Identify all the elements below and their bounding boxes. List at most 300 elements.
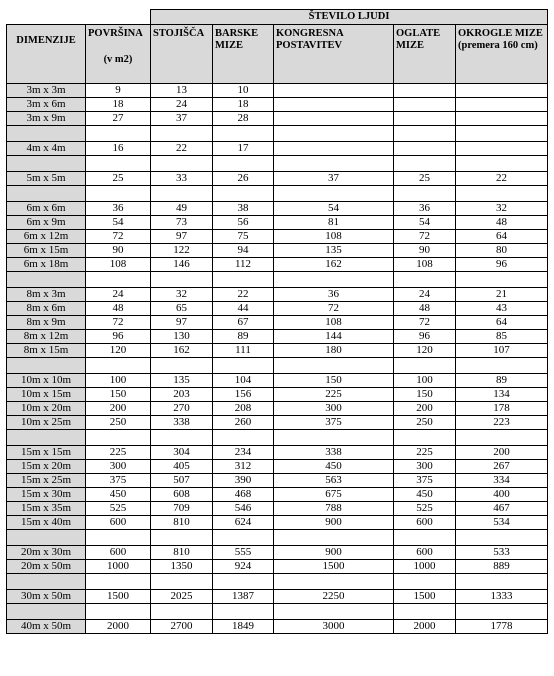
cell-oglate: 24 bbox=[394, 288, 456, 302]
table-row bbox=[7, 98, 548, 112]
cell-barske bbox=[213, 272, 274, 288]
cell-oglate: 25 bbox=[394, 172, 456, 186]
cell-dimenzije: 6m x 6m bbox=[7, 202, 86, 216]
cell-stojisca bbox=[151, 126, 213, 142]
cell-barske: 624 bbox=[213, 516, 274, 530]
cell-kongresna: 563 bbox=[274, 474, 394, 488]
cell-kongresna: 900 bbox=[274, 546, 394, 560]
cell-oglate bbox=[394, 186, 456, 202]
cell-povrsina: 2000 bbox=[86, 620, 151, 634]
cell-oglate: 54 bbox=[394, 216, 456, 230]
cell-dimenzije: 3m x 6m bbox=[7, 98, 86, 112]
cell-okrogle: 467 bbox=[456, 502, 548, 516]
cell-okrogle: 107 bbox=[456, 344, 548, 358]
cell-povrsina: 120 bbox=[86, 344, 151, 358]
cell-barske: 1849 bbox=[213, 620, 274, 634]
cell-dimenzije: 6m x 15m bbox=[7, 244, 86, 258]
cell-dimenzije bbox=[7, 156, 86, 172]
cell-povrsina: 48 bbox=[86, 302, 151, 316]
cell-stojisca: 507 bbox=[151, 474, 213, 488]
cell-okrogle: 64 bbox=[456, 230, 548, 244]
cell-dimenzije: 30m x 50m bbox=[7, 590, 86, 604]
spacer-row bbox=[7, 604, 548, 620]
cell-kongresna bbox=[274, 112, 394, 126]
cell-stojisca: 146 bbox=[151, 258, 213, 272]
cell-dimenzije: 8m x 9m bbox=[7, 316, 86, 330]
cell-oglate bbox=[394, 358, 456, 374]
cell-okrogle: 21 bbox=[456, 288, 548, 302]
cell-barske: 67 bbox=[213, 316, 274, 330]
cell-okrogle: 85 bbox=[456, 330, 548, 344]
cell-okrogle: 267 bbox=[456, 460, 548, 474]
cell-okrogle: 1778 bbox=[456, 620, 548, 634]
cell-kongresna: 180 bbox=[274, 344, 394, 358]
cell-kongresna bbox=[274, 272, 394, 288]
cell-okrogle: 32 bbox=[456, 202, 548, 216]
cell-stojisca: 270 bbox=[151, 402, 213, 416]
table-row bbox=[7, 302, 548, 316]
cell-povrsina: 525 bbox=[86, 502, 151, 516]
spacer-row bbox=[7, 358, 548, 374]
table-row bbox=[7, 288, 548, 302]
cell-povrsina: 1000 bbox=[86, 560, 151, 574]
cell-okrogle: 80 bbox=[456, 244, 548, 258]
cell-oglate: 225 bbox=[394, 446, 456, 460]
cell-povrsina bbox=[86, 358, 151, 374]
cell-okrogle bbox=[456, 112, 548, 126]
cell-oglate: 600 bbox=[394, 546, 456, 560]
cell-oglate: 200 bbox=[394, 402, 456, 416]
cell-oglate bbox=[394, 112, 456, 126]
cell-oglate: 600 bbox=[394, 516, 456, 530]
table-row bbox=[7, 560, 548, 574]
cell-dimenzije: 3m x 9m bbox=[7, 112, 86, 126]
cell-povrsina: 27 bbox=[86, 112, 151, 126]
cell-dimenzije: 10m x 10m bbox=[7, 374, 86, 388]
cell-oglate: 120 bbox=[394, 344, 456, 358]
spacer-row bbox=[7, 126, 548, 142]
cell-stojisca bbox=[151, 186, 213, 202]
table-row bbox=[7, 216, 548, 230]
cell-kongresna: 54 bbox=[274, 202, 394, 216]
cell-dimenzije: 4m x 4m bbox=[7, 142, 86, 156]
cell-barske: 924 bbox=[213, 560, 274, 574]
cell-kongresna: 144 bbox=[274, 330, 394, 344]
spacer-row bbox=[7, 156, 548, 172]
cell-barske: 44 bbox=[213, 302, 274, 316]
cell-oglate bbox=[394, 126, 456, 142]
group-title: ŠTEVILO LJUDI bbox=[151, 10, 548, 25]
cell-povrsina: 300 bbox=[86, 460, 151, 474]
cell-dimenzije: 5m x 5m bbox=[7, 172, 86, 186]
cell-okrogle: 64 bbox=[456, 316, 548, 330]
cell-povrsina bbox=[86, 272, 151, 288]
cell-barske: 156 bbox=[213, 388, 274, 402]
cell-stojisca: 810 bbox=[151, 516, 213, 530]
cell-povrsina: 150 bbox=[86, 388, 151, 402]
cell-stojisca: 13 bbox=[151, 84, 213, 98]
cell-barske: 234 bbox=[213, 446, 274, 460]
cell-kongresna bbox=[274, 358, 394, 374]
cell-oglate: 96 bbox=[394, 330, 456, 344]
cell-barske bbox=[213, 604, 274, 620]
cell-povrsina: 600 bbox=[86, 546, 151, 560]
cell-oglate: 72 bbox=[394, 316, 456, 330]
cell-kongresna: 788 bbox=[274, 502, 394, 516]
cell-barske: 89 bbox=[213, 330, 274, 344]
cell-okrogle: 1333 bbox=[456, 590, 548, 604]
cell-stojisca: 33 bbox=[151, 172, 213, 186]
cell-kongresna: 338 bbox=[274, 446, 394, 460]
cell-dimenzije: 3m x 3m bbox=[7, 84, 86, 98]
cell-oglate bbox=[394, 530, 456, 546]
cell-okrogle: 334 bbox=[456, 474, 548, 488]
cell-okrogle bbox=[456, 84, 548, 98]
cell-kongresna: 675 bbox=[274, 488, 394, 502]
spacer-row bbox=[7, 186, 548, 202]
cell-oglate: 72 bbox=[394, 230, 456, 244]
spacer-row bbox=[7, 430, 548, 446]
cell-dimenzije: 10m x 25m bbox=[7, 416, 86, 430]
cell-kongresna: 2250 bbox=[274, 590, 394, 604]
cell-kongresna bbox=[274, 186, 394, 202]
cell-stojisca: 810 bbox=[151, 546, 213, 560]
cell-kongresna: 162 bbox=[274, 258, 394, 272]
cell-stojisca: 203 bbox=[151, 388, 213, 402]
cell-povrsina bbox=[86, 186, 151, 202]
cell-kongresna: 3000 bbox=[274, 620, 394, 634]
cell-dimenzije bbox=[7, 272, 86, 288]
cell-kongresna: 1500 bbox=[274, 560, 394, 574]
cell-kongresna bbox=[274, 430, 394, 446]
table-row bbox=[7, 142, 548, 156]
table-row bbox=[7, 258, 548, 272]
cell-dimenzije: 20m x 30m bbox=[7, 546, 86, 560]
cell-barske: 390 bbox=[213, 474, 274, 488]
cell-barske: 546 bbox=[213, 502, 274, 516]
table-row bbox=[7, 516, 548, 530]
spacer-row bbox=[7, 272, 548, 288]
table-row bbox=[7, 84, 548, 98]
cell-stojisca: 24 bbox=[151, 98, 213, 112]
cell-povrsina: 225 bbox=[86, 446, 151, 460]
cell-stojisca: 49 bbox=[151, 202, 213, 216]
cell-kongresna: 81 bbox=[274, 216, 394, 230]
table-row bbox=[7, 316, 548, 330]
cell-barske: 75 bbox=[213, 230, 274, 244]
capacity-table bbox=[6, 9, 548, 634]
cell-oglate: 250 bbox=[394, 416, 456, 430]
cell-stojisca: 2025 bbox=[151, 590, 213, 604]
cell-povrsina bbox=[86, 574, 151, 590]
cell-kongresna bbox=[274, 156, 394, 172]
cell-povrsina bbox=[86, 126, 151, 142]
cell-oglate: 36 bbox=[394, 202, 456, 216]
cell-kongresna bbox=[274, 126, 394, 142]
cell-oglate: 2000 bbox=[394, 620, 456, 634]
cell-okrogle bbox=[456, 574, 548, 590]
cell-oglate bbox=[394, 142, 456, 156]
cell-stojisca: 2700 bbox=[151, 620, 213, 634]
cell-povrsina: 24 bbox=[86, 288, 151, 302]
cell-barske: 17 bbox=[213, 142, 274, 156]
cell-stojisca: 65 bbox=[151, 302, 213, 316]
cell-kongresna: 375 bbox=[274, 416, 394, 430]
cell-stojisca: 37 bbox=[151, 112, 213, 126]
cell-povrsina: 600 bbox=[86, 516, 151, 530]
cell-dimenzije: 40m x 50m bbox=[7, 620, 86, 634]
cell-dimenzije bbox=[7, 604, 86, 620]
cell-stojisca: 304 bbox=[151, 446, 213, 460]
cell-okrogle: 223 bbox=[456, 416, 548, 430]
cell-barske: 260 bbox=[213, 416, 274, 430]
col-dimenzije: DIMENZIJE bbox=[7, 25, 86, 84]
table-row bbox=[7, 502, 548, 516]
cell-barske: 468 bbox=[213, 488, 274, 502]
cell-stojisca bbox=[151, 530, 213, 546]
cell-povrsina: 375 bbox=[86, 474, 151, 488]
cell-barske bbox=[213, 430, 274, 446]
cell-barske: 38 bbox=[213, 202, 274, 216]
cell-povrsina: 36 bbox=[86, 202, 151, 216]
cell-stojisca bbox=[151, 272, 213, 288]
table-row bbox=[7, 446, 548, 460]
cell-kongresna: 150 bbox=[274, 374, 394, 388]
cell-barske: 312 bbox=[213, 460, 274, 474]
cell-barske: 10 bbox=[213, 84, 274, 98]
cell-dimenzije: 15m x 35m bbox=[7, 502, 86, 516]
cell-dimenzije bbox=[7, 126, 86, 142]
cell-kongresna bbox=[274, 574, 394, 590]
cell-kongresna: 450 bbox=[274, 460, 394, 474]
cell-stojisca bbox=[151, 574, 213, 590]
cell-barske: 104 bbox=[213, 374, 274, 388]
cell-barske bbox=[213, 574, 274, 590]
cell-dimenzije: 15m x 30m bbox=[7, 488, 86, 502]
cell-okrogle bbox=[456, 530, 548, 546]
table-body bbox=[7, 84, 548, 634]
cell-dimenzije: 6m x 12m bbox=[7, 230, 86, 244]
table-row bbox=[7, 590, 548, 604]
cell-okrogle: 889 bbox=[456, 560, 548, 574]
cell-stojisca: 405 bbox=[151, 460, 213, 474]
cell-dimenzije: 8m x 6m bbox=[7, 302, 86, 316]
col-povrsina-unit: (v m2) bbox=[103, 54, 133, 65]
cell-oglate: 150 bbox=[394, 388, 456, 402]
cell-okrogle bbox=[456, 126, 548, 142]
cell-oglate bbox=[394, 84, 456, 98]
spacer-row bbox=[7, 530, 548, 546]
col-oglate: OGLATE MIZE bbox=[394, 25, 456, 84]
cell-kongresna: 36 bbox=[274, 288, 394, 302]
col-povrsina-label: POVRŠINA bbox=[88, 28, 143, 39]
table-row bbox=[7, 460, 548, 474]
table-row bbox=[7, 474, 548, 488]
cell-dimenzije bbox=[7, 186, 86, 202]
table-row bbox=[7, 344, 548, 358]
cell-stojisca: 608 bbox=[151, 488, 213, 502]
cell-dimenzije: 20m x 50m bbox=[7, 560, 86, 574]
cell-povrsina: 54 bbox=[86, 216, 151, 230]
cell-dimenzije bbox=[7, 430, 86, 446]
table-row bbox=[7, 330, 548, 344]
cell-kongresna: 72 bbox=[274, 302, 394, 316]
cell-stojisca: 22 bbox=[151, 142, 213, 156]
cell-povrsina: 9 bbox=[86, 84, 151, 98]
cell-okrogle: 400 bbox=[456, 488, 548, 502]
cell-barske bbox=[213, 186, 274, 202]
cell-kongresna: 108 bbox=[274, 230, 394, 244]
spacer-row bbox=[7, 574, 548, 590]
table-row bbox=[7, 620, 548, 634]
cell-oglate bbox=[394, 272, 456, 288]
cell-barske: 111 bbox=[213, 344, 274, 358]
cell-oglate bbox=[394, 430, 456, 446]
cell-barske: 28 bbox=[213, 112, 274, 126]
cell-okrogle: 48 bbox=[456, 216, 548, 230]
cell-dimenzije: 10m x 20m bbox=[7, 402, 86, 416]
cell-okrogle bbox=[456, 272, 548, 288]
cell-okrogle bbox=[456, 156, 548, 172]
cell-oglate: 450 bbox=[394, 488, 456, 502]
group-header-row bbox=[7, 10, 548, 25]
cell-oglate bbox=[394, 574, 456, 590]
cell-oglate: 48 bbox=[394, 302, 456, 316]
cell-povrsina: 25 bbox=[86, 172, 151, 186]
cell-okrogle: 96 bbox=[456, 258, 548, 272]
cell-okrogle: 134 bbox=[456, 388, 548, 402]
cell-stojisca: 97 bbox=[151, 316, 213, 330]
cell-kongresna: 135 bbox=[274, 244, 394, 258]
cell-dimenzije bbox=[7, 574, 86, 590]
cell-stojisca: 1350 bbox=[151, 560, 213, 574]
cell-kongresna: 108 bbox=[274, 316, 394, 330]
cell-kongresna: 37 bbox=[274, 172, 394, 186]
cell-povrsina: 90 bbox=[86, 244, 151, 258]
table-row bbox=[7, 230, 548, 244]
cell-dimenzije: 6m x 18m bbox=[7, 258, 86, 272]
cell-okrogle: 534 bbox=[456, 516, 548, 530]
cell-barske: 555 bbox=[213, 546, 274, 560]
cell-povrsina: 1500 bbox=[86, 590, 151, 604]
cell-barske: 94 bbox=[213, 244, 274, 258]
cell-barske: 22 bbox=[213, 288, 274, 302]
cell-oglate bbox=[394, 156, 456, 172]
cell-stojisca bbox=[151, 430, 213, 446]
col-okrogle: OKROGLE MIZE (premera 160 cm) bbox=[456, 25, 548, 84]
cell-oglate: 90 bbox=[394, 244, 456, 258]
cell-dimenzije: 8m x 3m bbox=[7, 288, 86, 302]
cell-oglate: 100 bbox=[394, 374, 456, 388]
cell-okrogle bbox=[456, 358, 548, 374]
cell-stojisca bbox=[151, 358, 213, 374]
cell-oglate bbox=[394, 604, 456, 620]
cell-okrogle: 178 bbox=[456, 402, 548, 416]
table-row bbox=[7, 402, 548, 416]
cell-stojisca: 709 bbox=[151, 502, 213, 516]
cell-oglate: 375 bbox=[394, 474, 456, 488]
cell-kongresna bbox=[274, 604, 394, 620]
table-row bbox=[7, 388, 548, 402]
cell-kongresna bbox=[274, 98, 394, 112]
cell-barske: 112 bbox=[213, 258, 274, 272]
cell-barske: 1387 bbox=[213, 590, 274, 604]
cell-okrogle bbox=[456, 142, 548, 156]
column-header-row bbox=[7, 25, 548, 84]
cell-stojisca bbox=[151, 156, 213, 172]
cell-oglate: 1500 bbox=[394, 590, 456, 604]
cell-povrsina bbox=[86, 430, 151, 446]
cell-okrogle: 200 bbox=[456, 446, 548, 460]
cell-stojisca: 32 bbox=[151, 288, 213, 302]
cell-stojisca: 97 bbox=[151, 230, 213, 244]
cell-stojisca: 130 bbox=[151, 330, 213, 344]
cell-barske bbox=[213, 358, 274, 374]
cell-povrsina bbox=[86, 604, 151, 620]
cell-kongresna: 225 bbox=[274, 388, 394, 402]
cell-povrsina: 450 bbox=[86, 488, 151, 502]
cell-povrsina: 72 bbox=[86, 230, 151, 244]
table-row bbox=[7, 172, 548, 186]
cell-stojisca: 162 bbox=[151, 344, 213, 358]
col-barske: BARSKE MIZE bbox=[213, 25, 274, 84]
cell-povrsina bbox=[86, 530, 151, 546]
table-row bbox=[7, 244, 548, 258]
cell-povrsina: 16 bbox=[86, 142, 151, 156]
cell-kongresna bbox=[274, 84, 394, 98]
table-row bbox=[7, 546, 548, 560]
cell-stojisca: 135 bbox=[151, 374, 213, 388]
cell-okrogle bbox=[456, 430, 548, 446]
cell-kongresna bbox=[274, 142, 394, 156]
cell-povrsina: 250 bbox=[86, 416, 151, 430]
cell-oglate: 1000 bbox=[394, 560, 456, 574]
cell-povrsina bbox=[86, 156, 151, 172]
cell-povrsina: 108 bbox=[86, 258, 151, 272]
cell-barske bbox=[213, 530, 274, 546]
col-stojisca: STOJIŠČA bbox=[151, 25, 213, 84]
cell-povrsina: 18 bbox=[86, 98, 151, 112]
cell-barske bbox=[213, 126, 274, 142]
cell-kongresna: 900 bbox=[274, 516, 394, 530]
cell-dimenzije bbox=[7, 530, 86, 546]
cell-kongresna bbox=[274, 530, 394, 546]
cell-okrogle: 89 bbox=[456, 374, 548, 388]
cell-povrsina: 72 bbox=[86, 316, 151, 330]
cell-okrogle bbox=[456, 604, 548, 620]
col-povrsina bbox=[86, 25, 151, 84]
cell-dimenzije: 15m x 15m bbox=[7, 446, 86, 460]
cell-stojisca: 122 bbox=[151, 244, 213, 258]
cell-oglate: 525 bbox=[394, 502, 456, 516]
cell-barske bbox=[213, 156, 274, 172]
col-kongresna: KONGRESNA POSTAVITEV bbox=[274, 25, 394, 84]
cell-barske: 208 bbox=[213, 402, 274, 416]
cell-stojisca bbox=[151, 604, 213, 620]
header-blank bbox=[7, 10, 151, 25]
cell-barske: 56 bbox=[213, 216, 274, 230]
cell-barske: 26 bbox=[213, 172, 274, 186]
cell-okrogle: 533 bbox=[456, 546, 548, 560]
cell-kongresna: 300 bbox=[274, 402, 394, 416]
cell-dimenzije: 6m x 9m bbox=[7, 216, 86, 230]
cell-dimenzije: 8m x 15m bbox=[7, 344, 86, 358]
cell-okrogle: 43 bbox=[456, 302, 548, 316]
table-row bbox=[7, 416, 548, 430]
cell-oglate: 300 bbox=[394, 460, 456, 474]
cell-dimenzije: 15m x 40m bbox=[7, 516, 86, 530]
cell-povrsina: 96 bbox=[86, 330, 151, 344]
